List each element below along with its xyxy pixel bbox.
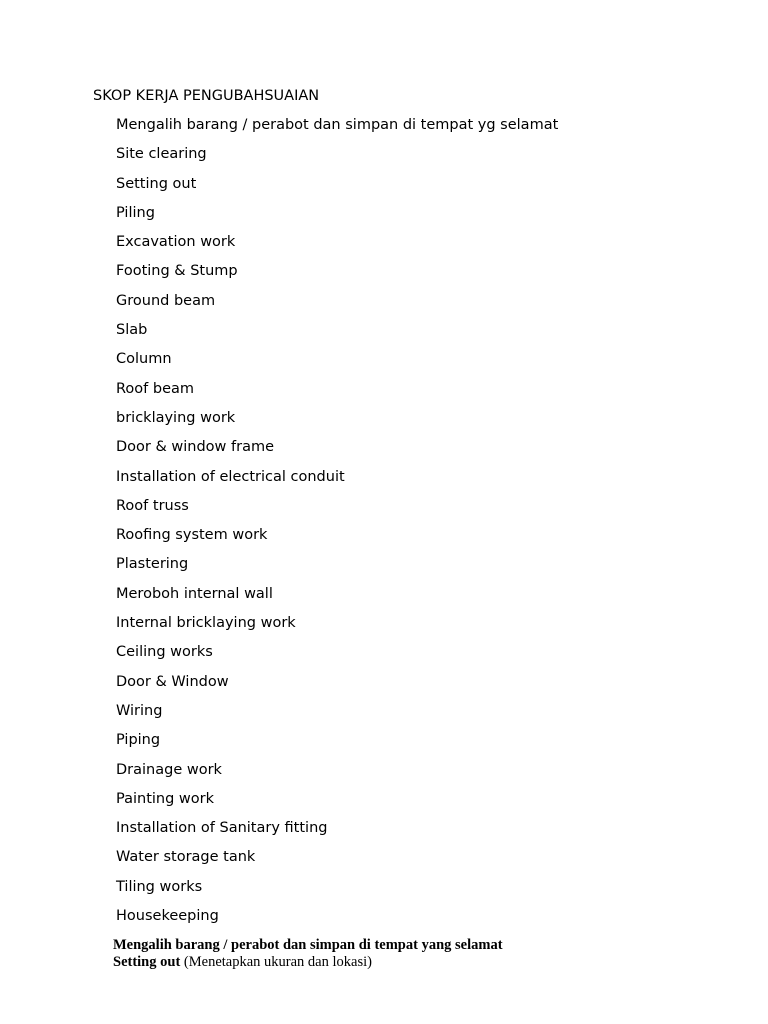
- scope-item: Roof beam: [116, 380, 195, 397]
- scope-item: Drainage work: [116, 761, 222, 778]
- scope-item: Water storage tank: [116, 849, 256, 866]
- scope-item: Mengalih barang / perabot dan simpan di tempat yg selamat: [116, 117, 559, 133]
- scope-list: [116, 115, 558, 935]
- scope-item: Installation of electrical conduit: [116, 468, 345, 485]
- scope-item: Painting work: [116, 790, 215, 807]
- scope-item: Door & window frame: [116, 439, 275, 456]
- note-detail: (Menetapkan ukuran dan lokasi): [183, 954, 372, 970]
- scope-item: Housekeeping: [116, 908, 219, 925]
- document-title: SKOP KERJA PENGUBAHSUAIAN: [93, 88, 320, 104]
- scope-item: Internal bricklaying work: [116, 615, 296, 632]
- notes-block: [113, 937, 503, 971]
- scope-item: Setting out: [116, 175, 197, 192]
- scope-item: Plastering: [116, 556, 189, 573]
- scope-item: Door & Window: [116, 673, 229, 690]
- note-line: [113, 937, 503, 954]
- scope-item: Tiling works: [116, 878, 203, 895]
- scope-item: Slab: [116, 322, 148, 339]
- scope-item: Roofing system work: [116, 527, 268, 544]
- scope-item: Meroboh internal wall: [116, 585, 273, 602]
- scope-item: Excavation work: [116, 234, 236, 251]
- scope-item: Site clearing: [116, 146, 207, 163]
- scope-item: Ground beam: [116, 292, 216, 309]
- scope-item: Roof truss: [116, 497, 189, 514]
- scope-item: Piling: [116, 204, 155, 221]
- scope-item: Ceiling works: [116, 644, 213, 661]
- scope-item: Column: [116, 351, 172, 368]
- scope-item: Piping: [116, 732, 161, 749]
- scope-item: bricklaying work: [116, 409, 236, 426]
- scope-item: Wiring: [116, 702, 163, 719]
- scope-item: Installation of Sanitary fitting: [116, 820, 328, 837]
- scope-item: Footing & Stump: [116, 263, 238, 280]
- note-heading: Mengalih barang / perabot dan simpan di tempat yang selamat: [113, 937, 503, 953]
- note-heading: Setting out: [113, 954, 181, 970]
- note-line: [113, 954, 503, 971]
